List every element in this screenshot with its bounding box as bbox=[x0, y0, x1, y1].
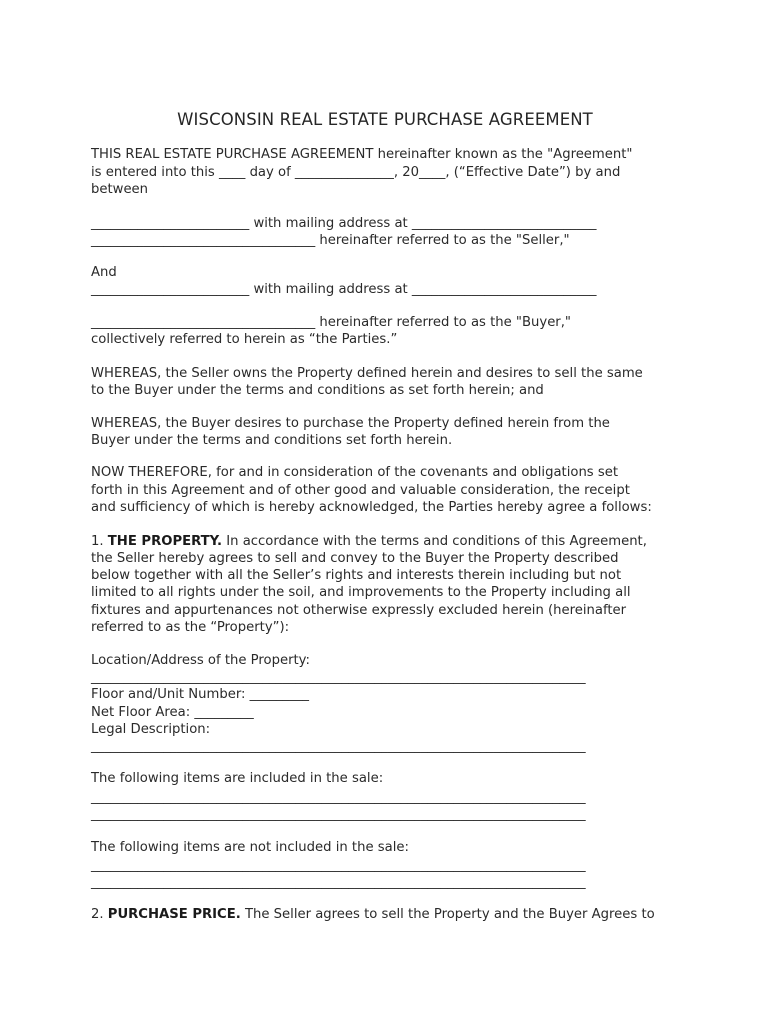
property-field: ___________________________________________________________________________ bbox=[91, 670, 586, 685]
section1-line: below together with all the Seller’s rights and interests therein including but not bbox=[91, 568, 622, 583]
property-field: ___________________________________________________________________________ bbox=[91, 739, 586, 754]
section2-number: 2. bbox=[91, 907, 108, 922]
section2-heading: PURCHASE PRICE. bbox=[107, 907, 241, 922]
now-therefore-line: and sufficiency of which is hereby acknowledged, the Parties hereby agree a follows: bbox=[91, 500, 652, 515]
buyer-line: collectively referred to herein as “the Parties.” bbox=[91, 332, 398, 347]
section1-line: fixtures and appurtenances not otherwise expressly excluded herein (hereinafter bbox=[91, 603, 627, 618]
page-title: WISCONSIN REAL ESTATE PURCHASE AGREEMENT bbox=[177, 110, 593, 129]
now-therefore-line: NOW THEREFORE, for and in consideration of the covenants and obligations set bbox=[91, 465, 619, 480]
section1-line: limited to all rights under the soil, and improvements to the Property including all bbox=[91, 585, 631, 600]
section1-heading-line bbox=[91, 533, 647, 550]
section1-line: the Seller hereby agrees to sell and convey to the Buyer the Property described bbox=[91, 551, 619, 566]
property-field: Net Floor Area: _________ bbox=[91, 705, 254, 720]
section1-first-line: In accordance with the terms and conditions of this Agreement, bbox=[222, 534, 647, 549]
excluded-items-line: ___________________________________________________________________________ bbox=[91, 875, 586, 890]
section1-heading: THE PROPERTY. bbox=[107, 534, 223, 549]
buyer-line: ________________________ with mailing address at ____________________________ bbox=[91, 282, 597, 297]
section2-text: The Seller agrees to sell the Property and the Buyer Agrees to bbox=[240, 907, 655, 922]
seller-line: __________________________________ hereinafter referred to as the "Seller," bbox=[91, 233, 570, 248]
included-items-line: ___________________________________________________________________________ bbox=[91, 807, 586, 822]
whereas-line: to the Buyer under the terms and conditions as set forth herein; and bbox=[91, 383, 544, 398]
whereas-line: WHEREAS, the Buyer desires to purchase the Property defined herein from the bbox=[91, 416, 610, 431]
buyer-line: __________________________________ hereinafter referred to as the "Buyer," bbox=[91, 315, 571, 330]
included-items-line: The following items are included in the sale: bbox=[91, 771, 384, 786]
whereas-line: Buyer under the terms and conditions set forth herein. bbox=[91, 433, 453, 448]
and-label: And bbox=[91, 265, 117, 280]
section1-number: 1. bbox=[91, 534, 108, 549]
intro-line: THIS REAL ESTATE PURCHASE AGREEMENT hereinafter known as the "Agreement" bbox=[91, 147, 633, 162]
property-field: Floor and/Unit Number: _________ bbox=[91, 687, 310, 702]
property-field: Legal Description: bbox=[91, 722, 211, 737]
intro-line: is entered into this ____ day of _______________, 20____, (“Effective Date”) by and bbox=[91, 165, 621, 180]
seller-line: ________________________ with mailing address at ____________________________ bbox=[91, 216, 597, 231]
excluded-items-line: ___________________________________________________________________________ bbox=[91, 858, 586, 873]
whereas-line: WHEREAS, the Seller owns the Property defined herein and desires to sell the same bbox=[91, 366, 643, 381]
intro-line: between bbox=[91, 182, 149, 197]
property-field: Location/Address of the Property: bbox=[91, 653, 310, 668]
excluded-items-line: The following items are not included in the sale: bbox=[91, 840, 409, 855]
section1-line: referred to as the “Property”): bbox=[91, 620, 290, 635]
now-therefore-line: forth in this Agreement and of other good and valuable consideration, the receipt bbox=[91, 483, 630, 498]
included-items-line: ___________________________________________________________________________ bbox=[91, 790, 586, 805]
section2-heading-line bbox=[91, 906, 655, 923]
